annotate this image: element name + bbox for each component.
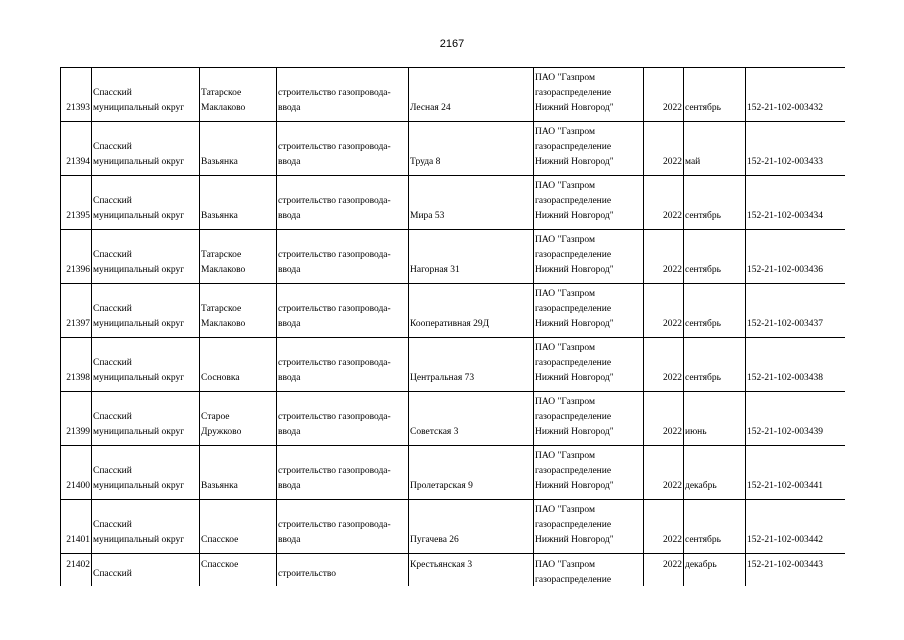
cell-work-type-line: ввода: [278, 427, 301, 437]
cell-locality: [200, 338, 277, 392]
cell-month: [684, 230, 746, 284]
cell-district-line: муниципальный округ: [93, 157, 185, 167]
cell-code: [746, 122, 846, 176]
cell-code-text: 152-21-102-003439: [747, 427, 823, 437]
cell-row-number: [61, 230, 92, 284]
cell-work-type: [277, 392, 409, 446]
cell-organization-line: ПАО "Газпром: [535, 235, 596, 245]
cell-organization-line: Нижний Новгород": [535, 535, 614, 545]
cell-organization-line: Нижний Новгород": [535, 211, 614, 221]
cell-month-text: сентябрь: [685, 211, 721, 221]
cell-address: [409, 338, 534, 392]
cell-district-line: Спасский: [93, 142, 132, 152]
cell-code: [746, 284, 846, 338]
cell-organization: [534, 122, 644, 176]
table-row: [61, 122, 846, 176]
cell-month: [684, 446, 746, 500]
cell-address: [409, 122, 534, 176]
cell-year-text: 2022: [663, 481, 682, 491]
cell-row-number: [61, 392, 92, 446]
cell-locality: [200, 284, 277, 338]
cell-organization-line: Нижний Новгород": [535, 319, 614, 329]
cell-locality-line: Старое: [201, 412, 230, 422]
cell-year: [644, 230, 684, 284]
cell-work-type-line: строительство газопровода-: [278, 304, 391, 314]
cell-district-line: муниципальный округ: [93, 103, 185, 113]
cell-locality-line: Дружково: [201, 427, 242, 437]
cell-row-number: [61, 122, 92, 176]
cell-row-number-text: 21400: [66, 481, 90, 491]
cell-locality-line: Татарское: [201, 304, 242, 314]
cell-work-type-line: строительство газопровода-: [278, 520, 391, 530]
cell-address-text: Пролетарская 9: [410, 481, 473, 491]
table-row: [61, 176, 846, 230]
cell-locality-line: Вазьянка: [201, 157, 238, 167]
cell-year: [644, 392, 684, 446]
cell-row-number-text: 21395: [66, 211, 90, 221]
cell-code-text: 152-21-102-003443: [747, 560, 823, 570]
cell-row-number-text: 21394: [66, 157, 90, 167]
cell-organization-line: газораспределение: [535, 575, 612, 585]
cell-row-number-text: 21393: [66, 103, 90, 113]
cell-code-text: 152-21-102-003436: [747, 265, 823, 275]
table-row: [61, 230, 846, 284]
cell-address: [409, 284, 534, 338]
cell-organization: [534, 338, 644, 392]
cell-address-text: Центральная 73: [410, 373, 475, 383]
cell-locality: [200, 68, 277, 122]
cell-organization-line: ПАО "Газпром: [535, 560, 596, 570]
cell-district-line: Спасский: [93, 569, 132, 579]
cell-code: [746, 554, 846, 587]
cell-organization-line: Нижний Новгород": [535, 157, 614, 167]
cell-organization-line: ПАО "Газпром: [535, 289, 596, 299]
cell-organization-line: ПАО "Газпром: [535, 505, 596, 515]
cell-organization-line: ПАО "Газпром: [535, 127, 596, 137]
cell-locality-line: Татарское: [201, 88, 242, 98]
table-row: [61, 554, 846, 587]
cell-year-text: 2022: [663, 211, 682, 221]
table-row: [61, 446, 846, 500]
cell-month: [684, 176, 746, 230]
cell-locality-line: Маклаково: [201, 103, 246, 113]
cell-district: [92, 230, 200, 284]
cell-year: [644, 500, 684, 554]
cell-row-number: [61, 284, 92, 338]
cell-work-type-line: строительство газопровода-: [278, 196, 391, 206]
table-row: [61, 68, 846, 122]
cell-code-text: 152-21-102-003432: [747, 103, 823, 113]
cell-row-number: [61, 554, 92, 587]
cell-year: [644, 176, 684, 230]
cell-month: [684, 500, 746, 554]
cell-organization-line: ПАО "Газпром: [535, 451, 596, 461]
table-row: [61, 392, 846, 446]
cell-code-text: 152-21-102-003434: [747, 211, 823, 221]
cell-organization-line: газораспределение: [535, 88, 612, 98]
cell-year: [644, 446, 684, 500]
cell-work-type-line: ввода: [278, 265, 301, 275]
cell-code-text: 152-21-102-003438: [747, 373, 823, 383]
cell-organization-line: ПАО "Газпром: [535, 397, 596, 407]
cell-organization-line: газораспределение: [535, 250, 612, 260]
cell-organization-line: газораспределение: [535, 142, 612, 152]
cell-organization: [534, 500, 644, 554]
cell-locality-line: Сосновка: [201, 373, 240, 383]
cell-organization-line: газораспределение: [535, 358, 612, 368]
cell-district: [92, 284, 200, 338]
cell-month: [684, 122, 746, 176]
cell-address: [409, 176, 534, 230]
cell-code: [746, 68, 846, 122]
cell-address-text: Кооперативная 29Д: [410, 319, 490, 329]
cell-row-number: [61, 338, 92, 392]
cell-work-type-line: ввода: [278, 157, 301, 167]
cell-month-text: сентябрь: [685, 265, 721, 275]
cell-year: [644, 122, 684, 176]
cell-year-text: 2022: [663, 157, 682, 167]
cell-work-type-line: строительство: [278, 569, 337, 579]
cell-work-type-line: ввода: [278, 373, 301, 383]
cell-organization: [534, 230, 644, 284]
cell-district-line: муниципальный округ: [93, 265, 185, 275]
table-row: [61, 284, 846, 338]
cell-district: [92, 392, 200, 446]
cell-code-text: 152-21-102-003441: [747, 481, 823, 491]
cell-work-type: [277, 122, 409, 176]
cell-district-line: муниципальный округ: [93, 211, 185, 221]
cell-locality-line: Вазьянка: [201, 211, 238, 221]
cell-code: [746, 230, 846, 284]
cell-district-line: Спасский: [93, 196, 132, 206]
cell-month: [684, 392, 746, 446]
cell-month: [684, 284, 746, 338]
cell-month-text: июнь: [685, 427, 707, 437]
cell-work-type: [277, 230, 409, 284]
gas-connection-table: [60, 67, 845, 586]
cell-work-type: [277, 176, 409, 230]
cell-code: [746, 338, 846, 392]
cell-organization-line: газораспределение: [535, 412, 612, 422]
cell-address-text: Пугачева 26: [410, 535, 459, 545]
cell-year-text: 2022: [663, 265, 682, 275]
cell-work-type-line: ввода: [278, 481, 301, 491]
cell-address-text: Лесная 24: [410, 103, 451, 113]
cell-work-type-line: строительство газопровода-: [278, 358, 391, 368]
cell-work-type: [277, 338, 409, 392]
cell-work-type-line: ввода: [278, 211, 301, 221]
cell-district: [92, 176, 200, 230]
cell-locality-line: Спасское: [201, 560, 239, 570]
cell-code-text: 152-21-102-003433: [747, 157, 823, 167]
cell-address-text: Труда 8: [410, 157, 441, 167]
cell-district-line: муниципальный округ: [93, 481, 185, 491]
cell-month-text: декабрь: [685, 481, 717, 491]
cell-address-text: Крестьянская 3: [410, 560, 473, 570]
cell-code: [746, 392, 846, 446]
cell-year: [644, 284, 684, 338]
cell-organization-line: Нижний Новгород": [535, 265, 614, 275]
cell-work-type-line: строительство газопровода-: [278, 412, 391, 422]
cell-address-text: Мира 53: [410, 211, 445, 221]
cell-organization-line: ПАО "Газпром: [535, 73, 596, 83]
cell-district: [92, 554, 200, 587]
cell-code: [746, 176, 846, 230]
cell-month: [684, 68, 746, 122]
cell-row-number-text: 21398: [66, 373, 90, 383]
cell-district-line: Спасский: [93, 412, 132, 422]
cell-organization-line: Нижний Новгород": [535, 103, 614, 113]
cell-address: [409, 446, 534, 500]
cell-work-type: [277, 68, 409, 122]
cell-district-line: муниципальный округ: [93, 373, 185, 383]
cell-work-type-line: ввода: [278, 535, 301, 545]
cell-address-text: Советская 3: [410, 427, 459, 437]
cell-code-text: 152-21-102-003437: [747, 319, 823, 329]
cell-district: [92, 122, 200, 176]
cell-locality: [200, 392, 277, 446]
cell-organization: [534, 392, 644, 446]
cell-locality-line: Вазьянка: [201, 481, 238, 491]
table-body: [61, 68, 846, 587]
cell-district-line: муниципальный округ: [93, 319, 185, 329]
cell-address-text: Нагорная 31: [410, 265, 460, 275]
cell-locality: [200, 500, 277, 554]
cell-year-text: 2022: [663, 103, 682, 113]
cell-month: [684, 554, 746, 587]
cell-code: [746, 446, 846, 500]
cell-work-type-line: ввода: [278, 103, 301, 113]
cell-district-line: Спасский: [93, 520, 132, 530]
cell-locality: [200, 554, 277, 587]
cell-year: [644, 554, 684, 587]
cell-year: [644, 68, 684, 122]
cell-district: [92, 68, 200, 122]
cell-district: [92, 338, 200, 392]
cell-locality-line: Маклаково: [201, 265, 246, 275]
cell-district-line: муниципальный округ: [93, 427, 185, 437]
cell-row-number: [61, 176, 92, 230]
cell-district: [92, 446, 200, 500]
cell-row-number-text: 21402: [66, 560, 90, 570]
cell-row-number: [61, 68, 92, 122]
cell-year-text: 2022: [663, 427, 682, 437]
cell-year: [644, 338, 684, 392]
cell-code-text: 152-21-102-003442: [747, 535, 823, 545]
cell-year-text: 2022: [663, 535, 682, 545]
cell-row-number-text: 21399: [66, 427, 90, 437]
cell-district-line: Спасский: [93, 466, 132, 476]
cell-organization-line: газораспределение: [535, 304, 612, 314]
cell-district-line: Спасский: [93, 358, 132, 368]
cell-organization: [534, 284, 644, 338]
gas-connection-table-container: [60, 67, 845, 586]
cell-row-number-text: 21396: [66, 265, 90, 275]
page-number: 2167: [439, 38, 465, 50]
cell-district: [92, 500, 200, 554]
cell-organization-line: Нижний Новгород": [535, 427, 614, 437]
cell-address: [409, 500, 534, 554]
cell-work-type-line: строительство газопровода-: [278, 142, 391, 152]
cell-code: [746, 500, 846, 554]
cell-row-number-text: 21401: [66, 535, 90, 545]
cell-month-text: сентябрь: [685, 535, 721, 545]
cell-work-type: [277, 284, 409, 338]
cell-month: [684, 338, 746, 392]
cell-month-text: сентябрь: [685, 103, 721, 113]
table-row: [61, 338, 846, 392]
cell-address: [409, 230, 534, 284]
cell-locality: [200, 176, 277, 230]
cell-work-type: [277, 500, 409, 554]
cell-organization-line: газораспределение: [535, 196, 612, 206]
cell-work-type: [277, 554, 409, 587]
cell-organization: [534, 176, 644, 230]
cell-organization-line: газораспределение: [535, 466, 612, 476]
cell-district-line: Спасский: [93, 250, 132, 260]
cell-organization-line: Нижний Новгород": [535, 373, 614, 383]
cell-year-text: 2022: [663, 560, 682, 570]
cell-year-text: 2022: [663, 319, 682, 329]
cell-locality: [200, 230, 277, 284]
cell-organization-line: ПАО "Газпром: [535, 343, 596, 353]
cell-address: [409, 392, 534, 446]
cell-organization: [534, 68, 644, 122]
cell-locality-line: Спасское: [201, 535, 239, 545]
cell-work-type-line: строительство газопровода-: [278, 250, 391, 260]
cell-month-text: сентябрь: [685, 319, 721, 329]
cell-locality-line: Маклаково: [201, 319, 246, 329]
cell-organization: [534, 446, 644, 500]
cell-locality-line: Татарское: [201, 250, 242, 260]
cell-locality: [200, 122, 277, 176]
cell-work-type-line: строительство газопровода-: [278, 466, 391, 476]
cell-month-text: сентябрь: [685, 373, 721, 383]
cell-month-text: май: [685, 157, 701, 167]
cell-organization: [534, 554, 644, 587]
cell-month-text: декабрь: [685, 560, 717, 570]
cell-row-number-text: 21397: [66, 319, 90, 329]
cell-organization-line: газораспределение: [535, 520, 612, 530]
table-row: [61, 500, 846, 554]
cell-district-line: Спасский: [93, 304, 132, 314]
cell-address: [409, 554, 534, 587]
cell-work-type-line: ввода: [278, 319, 301, 329]
cell-row-number: [61, 446, 92, 500]
cell-year-text: 2022: [663, 373, 682, 383]
cell-address: [409, 68, 534, 122]
cell-organization-line: Нижний Новгород": [535, 481, 614, 491]
cell-row-number: [61, 500, 92, 554]
cell-district-line: муниципальный округ: [93, 535, 185, 545]
cell-district-line: Спасский: [93, 88, 132, 98]
cell-locality: [200, 446, 277, 500]
cell-organization-line: ПАО "Газпром: [535, 181, 596, 191]
cell-work-type-line: строительство газопровода-: [278, 88, 391, 98]
cell-work-type: [277, 446, 409, 500]
